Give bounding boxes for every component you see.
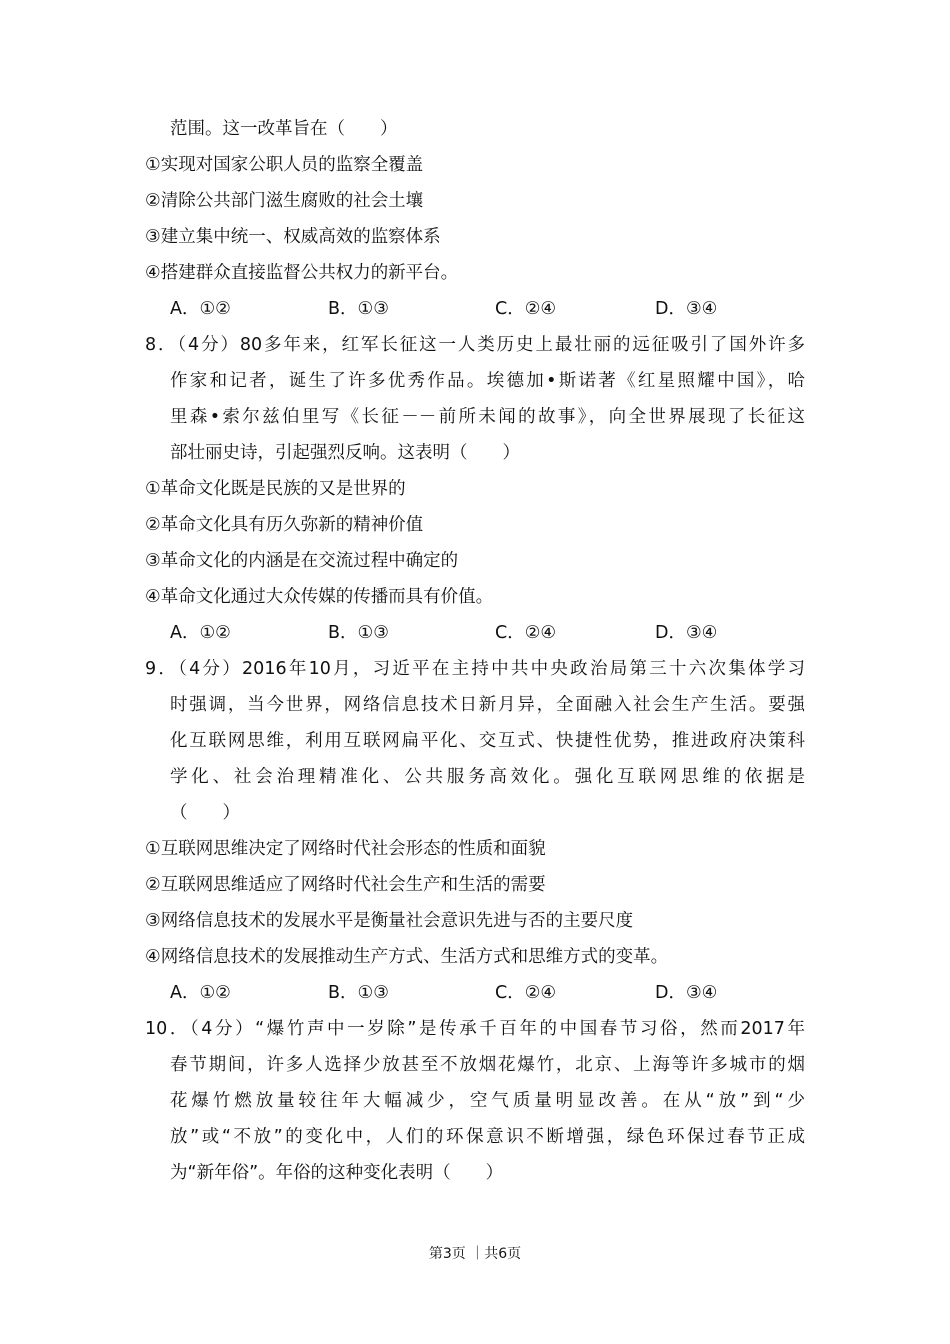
statement-option: ③建立集中统一、权威高效的监察体系 xyxy=(145,227,441,247)
statement-option: ③网络信息技术的发展水平是衡量社会意识先进与否的主要尺度 xyxy=(145,911,634,931)
answer-choices xyxy=(0,291,950,327)
statement-option: ①革命文化既是民族的又是世界的 xyxy=(145,479,406,499)
choice-a: A．①② xyxy=(170,623,231,643)
question-9 xyxy=(0,651,950,1011)
statement-option: ②清除公共部门滋生腐败的社会土壤 xyxy=(145,191,424,211)
answer-choices xyxy=(0,615,950,651)
document-page xyxy=(0,111,950,1191)
choice-a: A．①② xyxy=(170,299,231,319)
question-text-line: 放”或“不放”的变化中，人们的环保意识不断增强，绿色环保过春节正成 xyxy=(170,1127,805,1147)
choice-d: D．③④ xyxy=(655,983,718,1003)
question-text-line: （ ） xyxy=(170,803,240,823)
choice-a: A．①② xyxy=(170,983,231,1003)
statement-option: ④搭建群众直接监督公共权力的新平台。 xyxy=(145,263,459,283)
question-text-line: 9．（4分）2016年10月，习近平在主持中共中央政治局第三十六次集体学习 xyxy=(145,659,805,679)
choice-c: C．②④ xyxy=(495,299,557,319)
choice-b: B．①③ xyxy=(328,299,389,319)
question-10 xyxy=(0,1011,950,1191)
question-text-line: 为“新年俗”。年俗的这种变化表明（ ） xyxy=(170,1163,504,1183)
question-text-line: 春节期间，许多人选择少放甚至不放烟花爆竹，北京、上海等许多城市的烟 xyxy=(170,1055,805,1075)
question-7 xyxy=(0,111,950,327)
choice-d: D．③④ xyxy=(655,299,718,319)
choice-b: B．①③ xyxy=(328,983,389,1003)
question-text-line: 花爆竹燃放量较往年大幅减少，空气质量明显改善。在从“放”到“少 xyxy=(170,1091,805,1111)
choice-c: C．②④ xyxy=(495,623,557,643)
page-footer: 第3页 ｜共6页 xyxy=(428,1246,522,1262)
question-text-line: 化互联网思维，利用互联网扁平化、交互式、快捷性优势，推进政府决策科 xyxy=(170,731,805,751)
choice-c: C．②④ xyxy=(495,983,557,1003)
question-text-line: 学化、社会治理精准化、公共服务高效化。强化互联网思维的依据是 xyxy=(170,767,805,787)
statement-option: ②互联网思维适应了网络时代社会生产和生活的需要 xyxy=(145,875,546,895)
choice-b: B．①③ xyxy=(328,623,389,643)
statement-option: ④革命文化通过大众传媒的传播而具有价值。 xyxy=(145,587,494,607)
question-8 xyxy=(0,327,950,651)
statement-option: ①实现对国家公职人员的监察全覆盖 xyxy=(145,155,424,175)
question-text-line: 8．（4分）80多年来，红军长征这一人类历史上最壮丽的远征吸引了国外许多 xyxy=(145,335,805,355)
question-text-line: 里森•索尔兹伯里写《长征－－前所未闻的故事》，向全世界展现了长征这 xyxy=(170,407,805,427)
answer-choices xyxy=(0,975,950,1011)
statement-option: ①互联网思维决定了网络时代社会形态的性质和面貌 xyxy=(145,839,546,859)
statement-option: ④网络信息技术的发展推动生产方式、生活方式和思维方式的变革。 xyxy=(145,947,669,967)
question-text-line: 范围。这一改革旨在（ ） xyxy=(170,119,398,139)
question-text-line: 作家和记者，诞生了许多优秀作品。埃德加•斯诺著《红星照耀中国》，哈 xyxy=(170,371,805,391)
statement-option: ②革命文化具有历久弥新的精神价值 xyxy=(145,515,424,535)
question-text-line: 部壮丽史诗，引起强烈反响。这表明（ ） xyxy=(170,443,520,463)
question-text-line: 时强调，当今世界，网络信息技术日新月异，全面融入社会生产生活。要强 xyxy=(170,695,805,715)
question-text-line: 10．（4分）“爆竹声中一岁除”是传承千百年的中国春节习俗，然而2017年 xyxy=(145,1019,805,1039)
choice-d: D．③④ xyxy=(655,623,718,643)
statement-option: ③革命文化的内涵是在交流过程中确定的 xyxy=(145,551,459,571)
